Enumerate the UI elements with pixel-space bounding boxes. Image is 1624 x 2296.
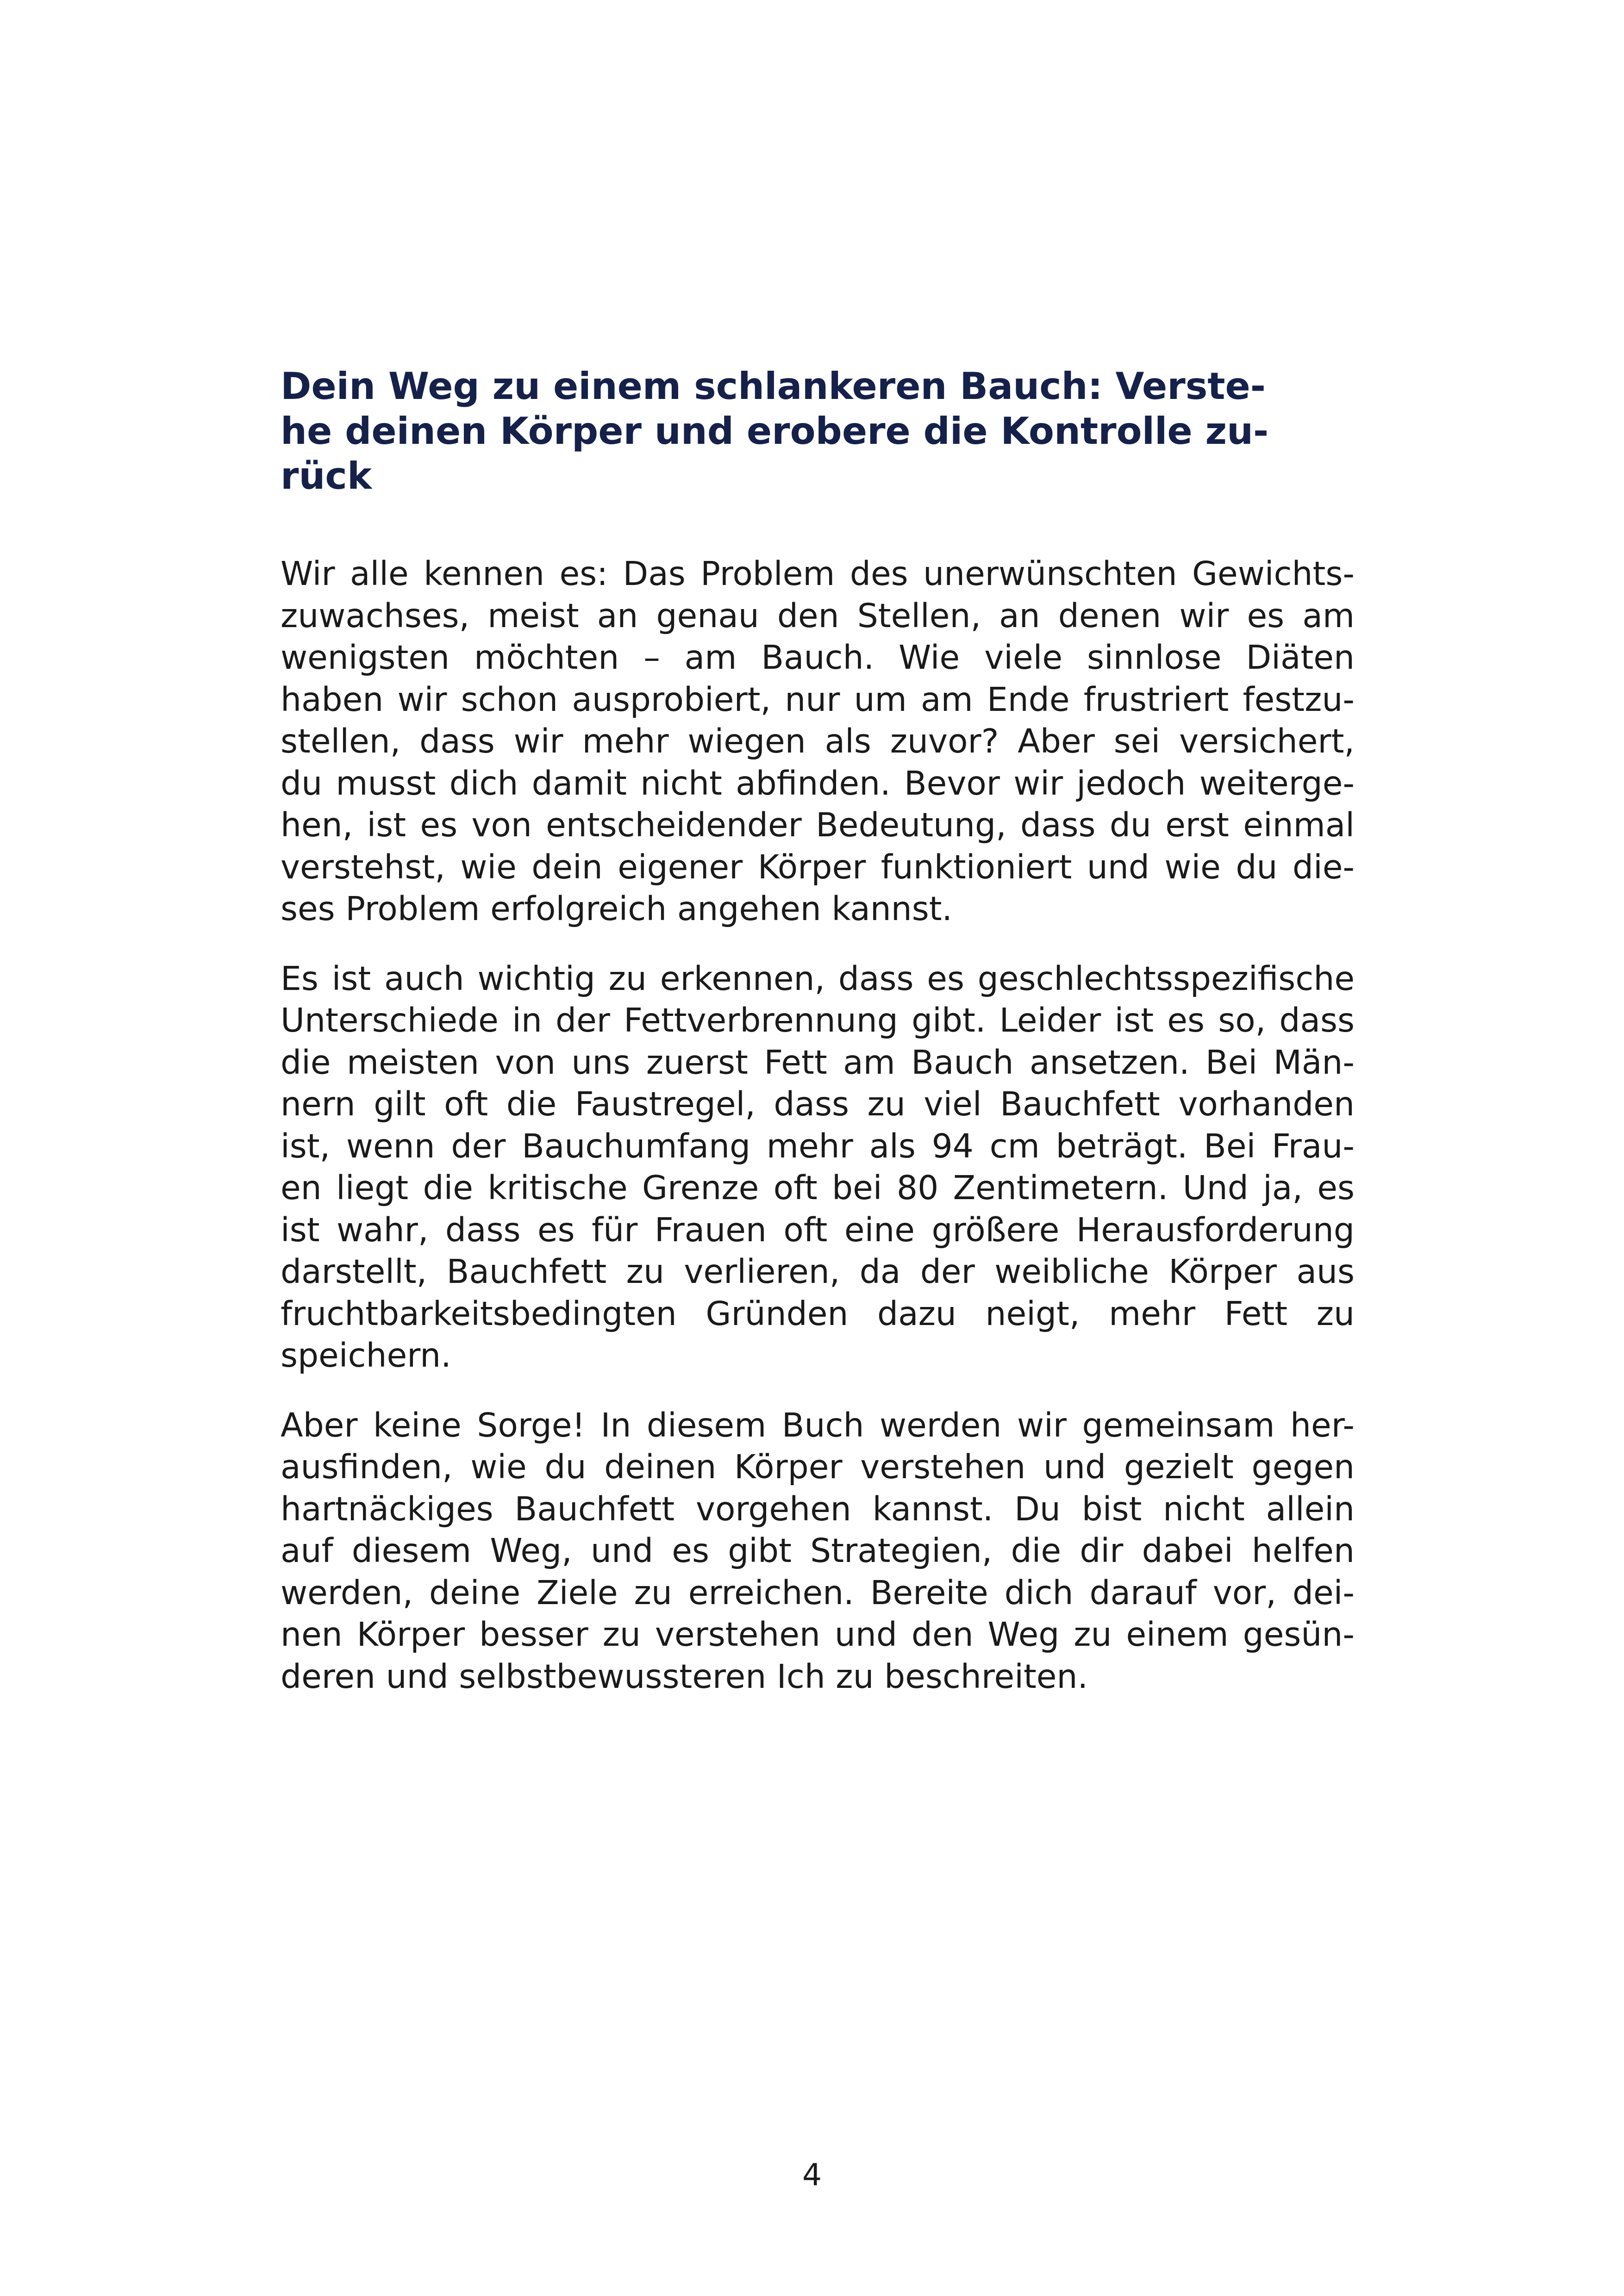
text-line: stellen, dass wir mehr wiegen als zuvor? Aber sei versichert, [281,722,1355,760]
text-line: zuwachses, meist an genau den Stellen, an denen wir es am [281,596,1355,635]
text-line: auf diesem Weg, und es gibt Strategien, die dir dabei helfen [281,1531,1355,1570]
text-line: deren und selbstbewussteren Ich zu beschreiten. [281,1657,1088,1696]
text-line: verstehst, wie dein eigener Körper funktioniert und wie du die- [281,847,1355,886]
paragraph-3 [281,1405,1355,1698]
text-line: nen Körper besser zu verstehen und den Weg zu einem gesün- [281,1615,1355,1654]
paragraph-2 [281,958,1355,1377]
text-line: ses Problem erfolgreich angehen kannst. [281,890,953,928]
text-line: speichern. [281,1336,451,1375]
text-line: ist, wenn der Bauchumfang mehr als 94 cm beträgt. Bei Frau- [281,1126,1355,1165]
paragraph-1 [281,553,1355,930]
text-line: wenigsten möchten – am Bauch. Wie viele sinnlose Diäten [281,638,1355,677]
text-line: fruchtbarkeitsbedingten Gründen dazu neigt, mehr Fett zu [281,1294,1355,1333]
text-line: Wir alle kennen es: Das Problem des unerwünschten Gewichts- [281,554,1355,593]
text-line: hartnäckiges Bauchfett vorgehen kannst. Du bist nicht allein [281,1489,1355,1528]
text-line: du musst dich damit nicht abfinden. Bevor wir jedoch weiterge- [281,764,1355,803]
text-line: Aber keine Sorge! In diesem Buch werden wir gemeinsam her- [281,1406,1355,1444]
page-content [281,364,1355,1725]
text-line: die meisten von uns zuerst Fett am Bauch ansetzen. Bei Män- [281,1043,1355,1082]
text-line: darstellt, Bauchfett zu verlieren, da der weibliche Körper aus [281,1252,1355,1291]
text-line: Unterschiede in der Fettverbrennung gibt. Leider ist es so, dass [281,1001,1355,1039]
text-line: ist wahr, dass es für Frauen oft eine größere Herausforderung [281,1210,1355,1249]
text-line: Es ist auch wichtig zu erkennen, dass es geschlechtsspezifische [281,959,1355,998]
body-text [281,553,1355,1698]
heading-line: Dein Weg zu einem schlankeren Bauch: Verste- [281,365,1266,408]
text-line: ausfinden, wie du deinen Körper verstehen und gezielt gegen [281,1448,1355,1486]
heading-line: he deinen Körper und erobere die Kontrolle zu- [281,410,1269,453]
page-number: 4 [802,2157,822,2193]
chapter-heading [281,364,1355,498]
text-line: nern gilt oft die Faustregel, dass zu viel Bauchfett vorhanden [281,1085,1355,1123]
text-line: werden, deine Ziele zu erreichen. Bereite dich darauf vor, dei- [281,1573,1355,1612]
text-line: en liegt die kritische Grenze oft bei 80 Zentimetern. Und ja, es [281,1169,1355,1207]
text-line: haben wir schon ausprobiert, nur um am Ende frustriert festzu- [281,680,1355,719]
heading-line: rück [281,454,372,498]
text-line: hen, ist es von entscheidender Bedeutung, dass du erst einmal [281,806,1355,844]
